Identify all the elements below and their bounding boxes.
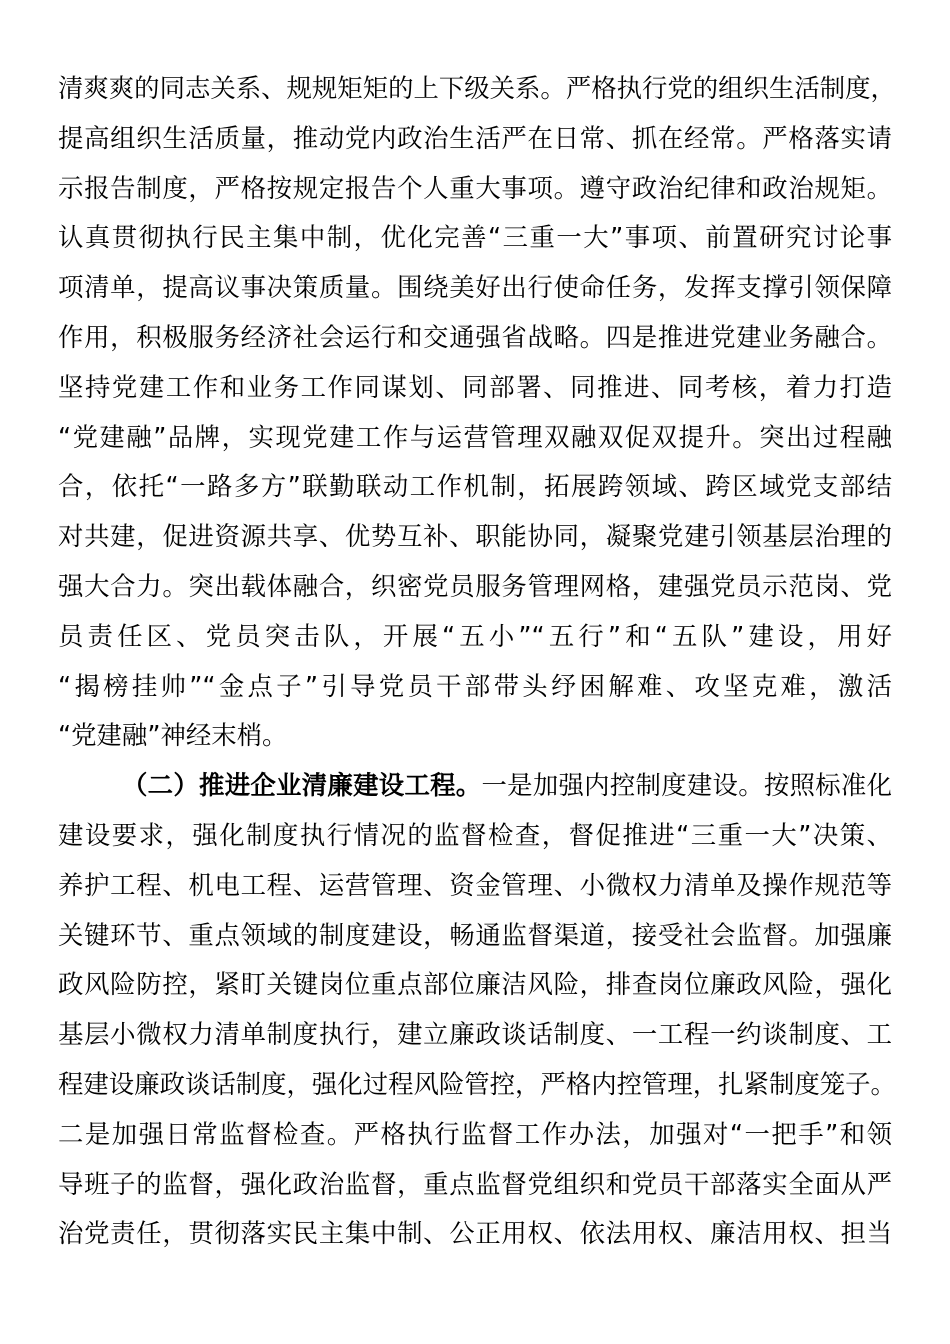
paragraph-line: 合，依托“一路多方”联勤联动工作机制，拓展跨领域、跨区域党支部结 bbox=[58, 471, 892, 502]
paragraph-line: “揭榜挂帅”“金点子”引导党员干部带头纾困解难、攻坚克难，激活 bbox=[58, 670, 892, 701]
paragraph-line: 政风险防控，紧盯关键岗位重点部位廉洁风险，排查岗位廉政风险，强化 bbox=[58, 969, 892, 1000]
paragraph-line: 作用，积极服务经济社会运行和交通强省战略。四是推进党建业务融合。 bbox=[58, 321, 892, 352]
section-first-line-text: 一是加强内控制度建设。按照标准化 bbox=[481, 770, 893, 801]
paragraph-line: 员责任区、党员突击队，开展“五小”“五行”和“五队”建设，用好 bbox=[58, 620, 892, 651]
paragraph-line: 建设要求，强化制度执行情况的监督检查，督促推进“三重一大”决策、 bbox=[58, 819, 892, 850]
paragraph-line: 认真贯彻执行民主集中制，优化完善“三重一大”事项、前置研究讨论事 bbox=[58, 222, 892, 253]
section-first-line bbox=[58, 761, 892, 811]
paragraph-line: 强大合力。突出载体融合，织密党员服务管理网格，建强党员示范岗、党 bbox=[58, 570, 892, 601]
document-body bbox=[58, 64, 896, 1259]
paragraph-line: 关键环节、重点领域的制度建设，畅通监督渠道，接受社会监督。加强廉 bbox=[58, 919, 892, 950]
paragraph-line: 养护工程、机电工程、运营管理、资金管理、小微权力清单及操作规范等 bbox=[58, 869, 892, 900]
paragraph-line: 治党责任，贯彻落实民主集中制、公正用权、依法用权、廉洁用权、担当 bbox=[58, 1218, 892, 1249]
paragraph-line: 程建设廉政谈话制度，强化过程风险管控，严格内控管理，扎紧制度笼子。 bbox=[58, 1068, 896, 1099]
paragraph-line: “党建融”神经末梢。 bbox=[58, 720, 288, 751]
paragraph-line: 清爽爽的同志关系、规规矩矩的上下级关系。严格执行党的组织生活制度， bbox=[58, 73, 896, 103]
paragraph-line: 二是加强日常监督检查。严格执行监督工作办法，加强对“一把手”和领 bbox=[58, 1118, 892, 1149]
paragraph-line: 提高组织生活质量，推动党内政治生活严在日常、抓在经常。严格落实请 bbox=[58, 122, 892, 153]
paragraph-line: 导班子的监督，强化政治监督，重点监督党组织和党员干部落实全面从严 bbox=[58, 1168, 892, 1199]
paragraph-line: 示报告制度，严格按规定报告个人重大事项。遵守政治纪律和政治规矩。 bbox=[58, 172, 892, 203]
paragraph-line: 对共建，促进资源共享、优势互补、职能协同，凝聚党建引领基层治理的 bbox=[58, 521, 892, 552]
paragraph-line: 坚持党建工作和业务工作同谋划、同部署、同推进、同考核，着力打造 bbox=[58, 371, 892, 402]
paragraph-line: “党建融”品牌，实现党建工作与运营管理双融双促双提升。突出过程融 bbox=[58, 421, 892, 452]
section-heading: （二）推进企业清廉建设工程。 bbox=[122, 770, 482, 801]
paragraph-line: 基层小微权力清单制度执行，建立廉政谈话制度、一工程一约谈制度、工 bbox=[58, 1019, 892, 1050]
paragraph-line: 项清单，提高议事决策质量。围绕美好出行使命任务，发挥支撑引领保障 bbox=[58, 272, 892, 303]
